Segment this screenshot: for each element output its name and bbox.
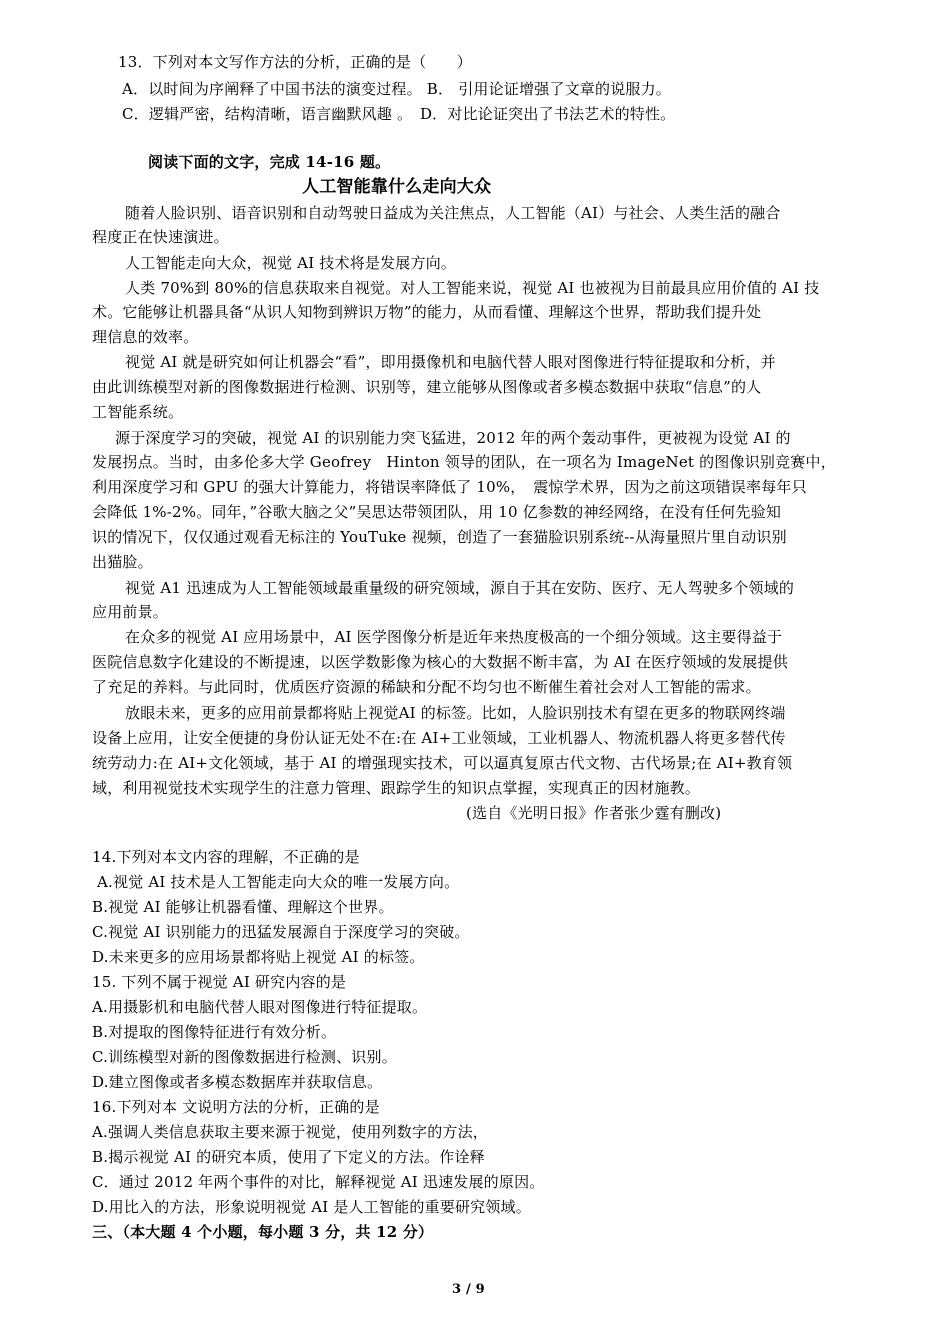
article-line: 视觉 AI 就是研究如何让机器会“看”，即用摄像机和电脑代替人眼对图像进行特征提取和分析，并 [125,353,776,371]
article-line: 放眼未来，更多的应用前景都将贴上视觉AI 的标签。比如，人脸识别技术有望在更多的物联网终端 [125,704,786,722]
q13-options-ab: A．以时间为序阐释了中国书法的演变过程。 B． 引用论证增强了文章的说服力。 [122,80,671,98]
article-line: 统劳动力:在 AI+文化领域，基于 AI 的增强现实技术，可以逼真复原古代文物、古代场景;在 AI+教育领 [92,754,793,772]
article-source: (选自《光明日报》作者张少霆有删改) [466,804,722,822]
q15-option-a: A.用摄影机和电脑代替人眼对图像进行特征提取。 [92,998,428,1016]
article-line: 识的情况下，仅仅通过观看无标注的 YouTuke 视频，创造了一套猫脸识别系统--从海量照片里自动识别 [92,528,787,546]
q14-stem: 14.下列对本文内容的理解，不正确的是 [92,848,360,866]
article-line: 程度正在快速演进。 [92,228,229,246]
section-three-heading: 三、（本大题 4 个小题，每小题 3 分，共 12 分） [92,1223,434,1241]
page-number: 3 / 9 [452,1282,485,1297]
article-line: 域，利用视觉技术实现学生的注意力管理、跟踪学生的知识点掌握，实现真正的因材施教。 [92,779,701,797]
q13-options-cd: C．逻辑严密，结构清晰，语言幽默风趣 。 D．对比论证突出了书法艺术的特性。 [122,105,676,123]
article-title: 人工智能靠什么走向大众 [302,177,492,197]
article-line: 视觉 A1 迅速成为人工智能领域最重量级的研究领域，源自于其在安防、医疗、无人驾驶多个领域的 [125,579,795,597]
article-line: 人工智能走向大众，视觉 AI 技术将是发展方向。 [125,254,457,272]
article-line: 会降低 1%-2%。同年，”谷歌大脑之父”吴思达带领团队，用 10 亿参数的神经网络，在没有任何先验知 [92,503,782,521]
reading-instruction: 阅读下面的文字，完成 14-16 题。 [148,153,391,171]
article-line: 人类 70%到 80%的信息获取来自视觉。对人工智能来说，视觉 AI 也被视为目前最具应用价值的 AI 技 [125,279,820,297]
article-line: 了充足的养料。与此同时，优质医疗资源的稀缺和分配不均匀也不断催生着社会对人工智能的需求。 [92,678,761,696]
article-line: 由此训练模型对新的图像数据进行检测、识别等，建立能够从图像或者多模态数据中获取“信息”的人 [92,378,762,396]
article-line: 应用前景。 [92,603,169,621]
article-line: 理信息的效率。 [92,328,199,346]
q15-option-b: B.对提取的图像特征进行有效分析。 [92,1023,337,1041]
q14-option-b: B.视觉 AI 能够让机器看懂、理解这个世界。 [92,898,394,916]
article-line: 源于深度学习的突破，视觉 AI 的识别能力突飞猛进，2012 年的两个轰动事件，更被视为设觉 AI 的 [115,429,791,447]
article-line: 利用深度学习和 GPU 的强大计算能力，将错误率降低了 10%， 震惊学术界，因为之前这项错误率每年只 [92,478,807,496]
article-line: 在众多的视觉 AI 应用场景中，AI 医学图像分析是近年来热度极高的一个细分领域。这主要得益于 [125,628,783,646]
q15-stem: 15. 下列不属于视觉 AI 研究内容的是 [92,973,347,991]
q14-option-c: C.视觉 AI 识别能力的迅猛发展源自于深度学习的突破。 [92,923,470,941]
article-line: 医院信息数字化建设的不断提速，以医学数影像为核心的大数据不断丰富，为 AI 在医疗领域的发展提供 [92,653,788,671]
q14-option-d: D.未来更多的应用场景都将贴上视觉 AI 的标签。 [92,948,425,966]
article-line: 发展拐点。当时，由多伦多大学 Geofrey Hinton 领导的团队，在一项名为 ImageNet 的图像识别竞赛中， [92,453,836,471]
q16-option-b: B.揭示视觉 AI 的研究本质，使用了下定义的方法。作诠释 [92,1148,485,1166]
q16-option-d: D.用比入的方法，形象说明视觉 AI 是人工智能的重要研究领域。 [92,1198,531,1216]
article-line: 设备上应用，让安全便捷的身份认证无处不在:在 AI+工业领域，工业机器人、物流机器人将更多替代传 [92,729,786,747]
q15-option-c: C.训练模型对新的图像数据进行检测、识别。 [92,1048,397,1066]
q13-stem: 13．下列对本文写作方法的分析，正确的是（ ） [118,53,472,71]
q16-stem: 16.下列对本 文说明方法的分析，正确的是 [92,1098,380,1116]
article-line: 随着人脸识别、语音识别和自动驾驶日益成为关注焦点，人工智能（AI）与社会、人类生活的融合 [125,204,781,222]
article-line: 工智能系统。 [92,403,184,421]
article-line: 术。它能够让机器具备“从识人知物到辨识万物”的能力，从而看懂、理解这个世界，帮助我们提升处 [92,303,762,321]
q15-option-d: D.建立图像或者多模态数据库并获取信息。 [92,1073,383,1091]
q14-option-a: A.视觉 AI 技术是人工智能走向大众的唯一发展方向。 [97,873,460,891]
article-line: 出猫脸。 [92,553,153,571]
q16-option-c: C．通过 2012 年两个事件的对比，解释视觉 AI 迅速发展的原因。 [92,1173,545,1191]
q16-option-a: A.强调人类信息获取主要来源于视觉，使用列数字的方法， [92,1123,489,1141]
